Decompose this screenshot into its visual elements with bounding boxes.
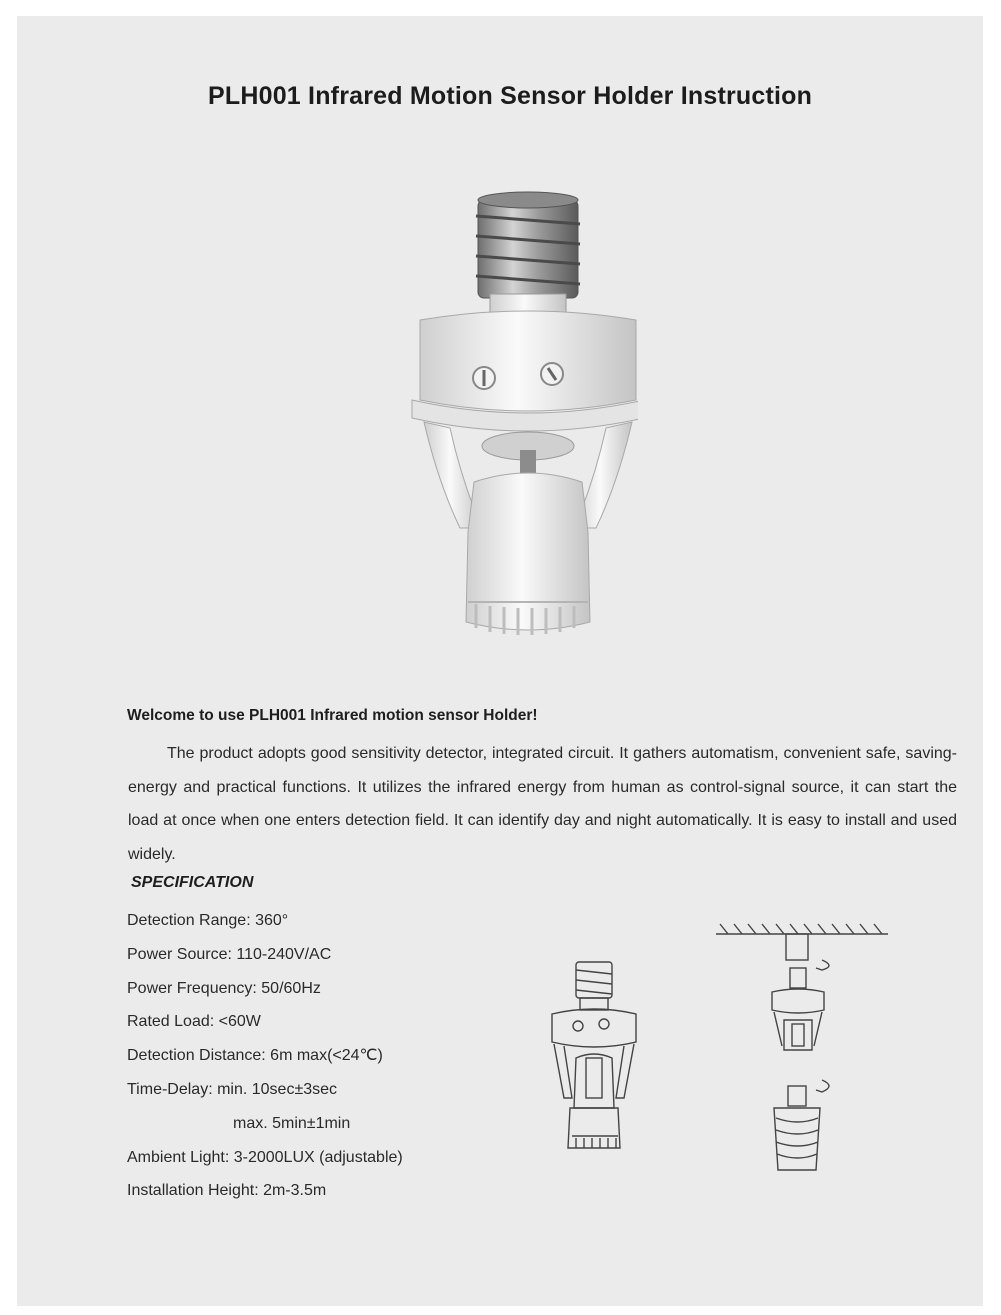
intro-paragraph: The product adopts good sensitivity detector, integrated circuit. It gathers automatism, convenient safe, saving-energy and practical functions. It utilizes the infrared energy from human as control-signal source, it can start the load at once when one enters detection field. It can identify day and night automatically. It is easy to install and used widely.: [128, 745, 957, 863]
spec-ambient-light: Ambient Light: 3-2000LUX (adjustable): [127, 1148, 403, 1166]
welcome-heading: Welcome to use PLH001 Infrared motion sensor Holder!: [127, 707, 538, 724]
spec-power-frequency: Power Frequency: 50/60Hz: [127, 979, 321, 997]
spec-detection-distance: Detection Distance: 6m max(<24℃): [127, 1047, 383, 1065]
spec-time-delay-min: Time-Delay: min. 10sec±3sec: [127, 1080, 338, 1098]
spec-time-delay-max: max. 5min±1min: [233, 1114, 351, 1132]
spec-rated-load: Rated Load: <60W: [127, 1013, 261, 1031]
installation-steps-drawing: [712, 920, 892, 1176]
document-title: PLH001 Infrared Motion Sensor Holder Instruction: [208, 82, 813, 110]
spec-detection-range: Detection Range: 360°: [127, 912, 289, 929]
spec-installation-height: Installation Height: 2m-3.5m: [127, 1182, 327, 1200]
specification-list: [127, 904, 403, 1208]
spec-power-source: Power Source: 110-240V/AC: [127, 945, 332, 963]
holder-line-drawing: [548, 958, 640, 1156]
product-photo: [398, 182, 638, 642]
specification-heading: SPECIFICATION: [131, 874, 254, 891]
